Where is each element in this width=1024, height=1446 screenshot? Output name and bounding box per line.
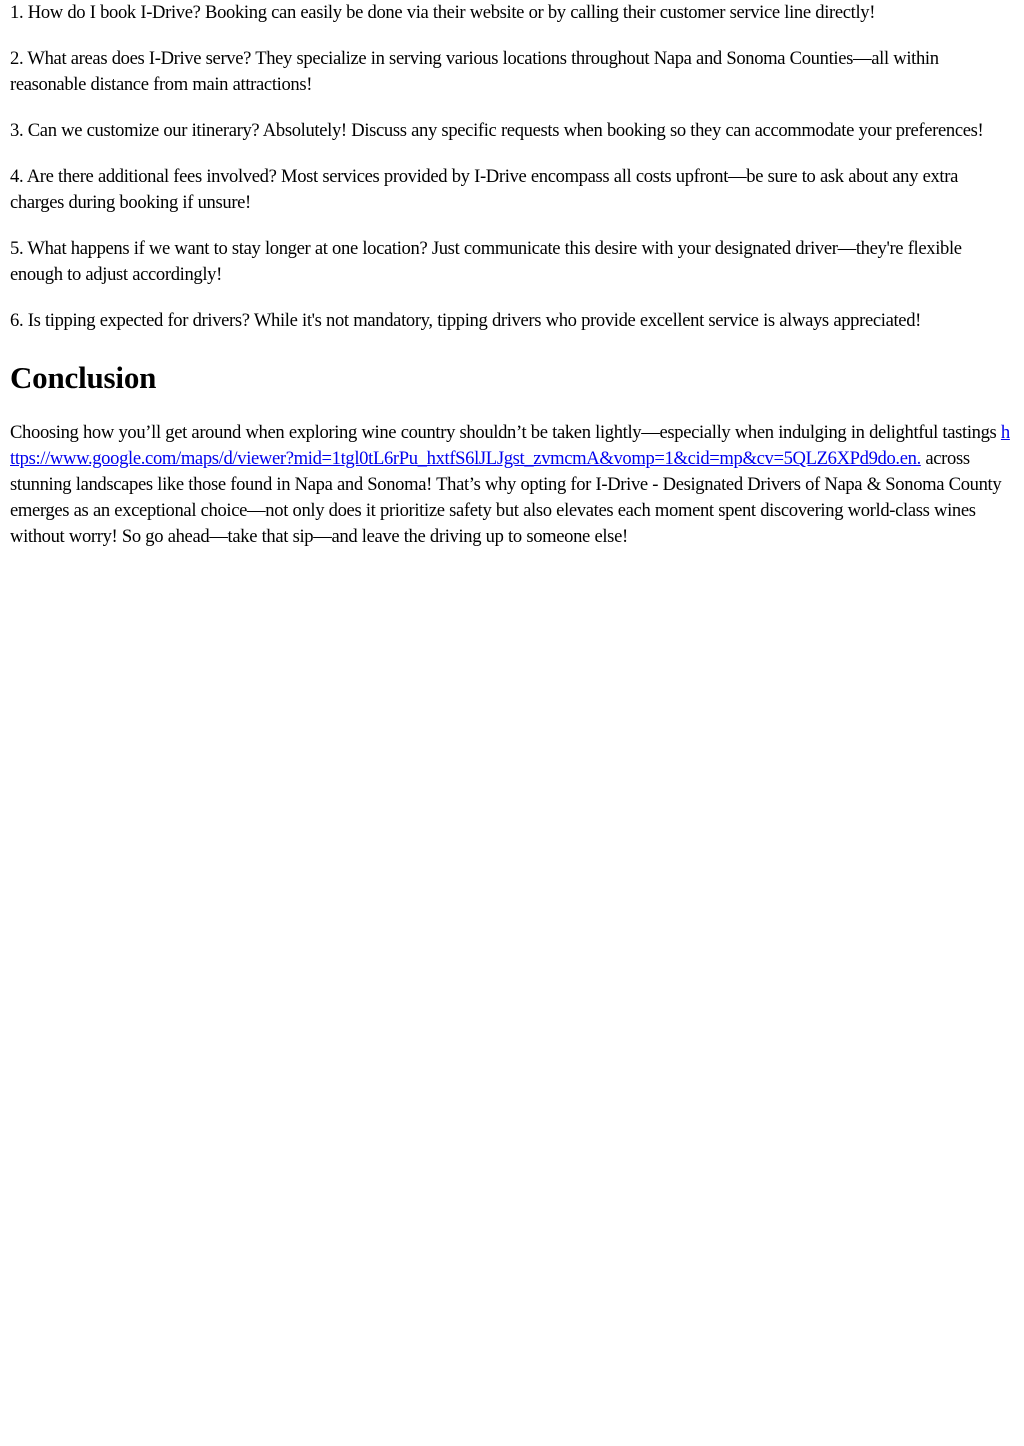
faq-item-5: 5. What happens if we want to stay longer at one location? Just communicate this desire with your designated driver—they're flexible enough to adjust accordingly! <box>10 238 962 285</box>
conclusion-paragraph <box>10 420 1014 550</box>
faq-item-3: 3. Can we customize our itinerary? Absolutely! Discuss any specific requests when booking so they can accommodate your preferences! <box>10 120 984 141</box>
faq-item-1: 1. How do I book I-Drive? Booking can easily be done via their website or by calling their customer service line directly! <box>10 2 876 23</box>
conclusion-text-before: Choosing how you’ll get around when exploring wine country shouldn’t be taken lightly—especially when indulging in delightful tastings <box>10 422 1001 443</box>
faq-item-4: 4. Are there additional fees involved? Most services provided by I-Drive encompass all costs upfront—be sure to ask about any extra charges during booking if unsure! <box>10 166 958 213</box>
document-page <box>0 0 1024 550</box>
conclusion-heading: Conclusion <box>10 360 157 395</box>
conclusion-text-after: across stunning landscapes like those found in Napa and Sonoma! That’s why opting for I-Drive - Designated Drivers of Napa & Sonoma County emerges as an exceptional choice—not only does it prioritize safety but also elevates each moment spent discovering world-class wines without worry! So go ahead—take that sip—and leave the driving up to someone else! <box>10 448 1002 547</box>
faq-item-6: 6. Is tipping expected for drivers? While it's not mandatory, tipping drivers who provide excellent service is always appreciated! <box>10 310 921 331</box>
google-maps-link[interactable]: https://www.google.com/maps/d/viewer?mid=1tgl0tL6rPu_hxtfS6lJLJgst_zvmcmA&vomp=1&cid=mp&cv=5QLZ6XPd9do.en. <box>10 422 1010 469</box>
faq-item-2: 2. What areas does I-Drive serve? They specialize in serving various locations throughout Napa and Sonoma Counties—all within reasonable distance from main attractions! <box>10 48 939 95</box>
